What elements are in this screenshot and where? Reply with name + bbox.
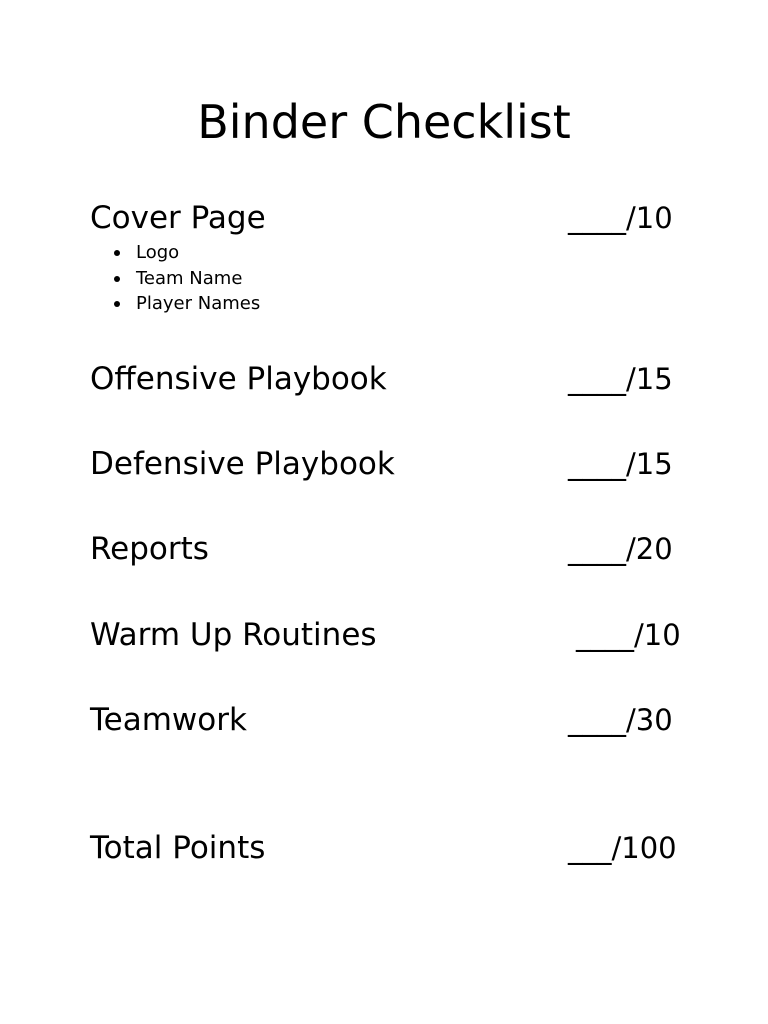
list-item-label: Logo	[136, 242, 180, 263]
score-blank: ____/20	[568, 532, 673, 566]
score-blank: ____/15	[568, 362, 673, 396]
list-item-label: Player Names	[136, 293, 261, 314]
list-item	[114, 291, 260, 317]
bullet-icon	[114, 250, 120, 256]
list-item	[114, 240, 260, 266]
checklist-row-reports	[90, 527, 690, 571]
checklist-row-warm-up-routines	[90, 613, 690, 657]
row-label: Offensive Playbook	[90, 361, 387, 397]
bullet-icon	[114, 301, 120, 307]
row-label: Defensive Playbook	[90, 446, 395, 482]
list-item	[114, 266, 260, 292]
checklist-row-defensive-playbook	[90, 442, 690, 486]
checklist-row-offensive-playbook	[90, 357, 690, 401]
score-blank: ____/10	[568, 201, 673, 235]
total-points-blank: ___/100	[568, 831, 677, 865]
row-label: Cover Page	[90, 200, 266, 236]
score-blank: ____/10	[576, 618, 681, 652]
score-blank: ____/30	[568, 703, 673, 737]
row-label: Reports	[90, 531, 209, 567]
total-points-row	[90, 826, 690, 870]
row-label: Teamwork	[90, 702, 247, 738]
row-label: Warm Up Routines	[90, 617, 377, 653]
score-blank: ____/15	[568, 447, 673, 481]
cover-page-subitems	[114, 240, 260, 317]
list-item-label: Team Name	[136, 267, 243, 289]
checklist-row-teamwork	[90, 698, 690, 742]
page-title: Binder Checklist	[197, 95, 571, 149]
total-points-label: Total Points	[90, 830, 266, 866]
checklist-row-cover-page	[90, 196, 690, 240]
bullet-icon	[114, 276, 120, 282]
